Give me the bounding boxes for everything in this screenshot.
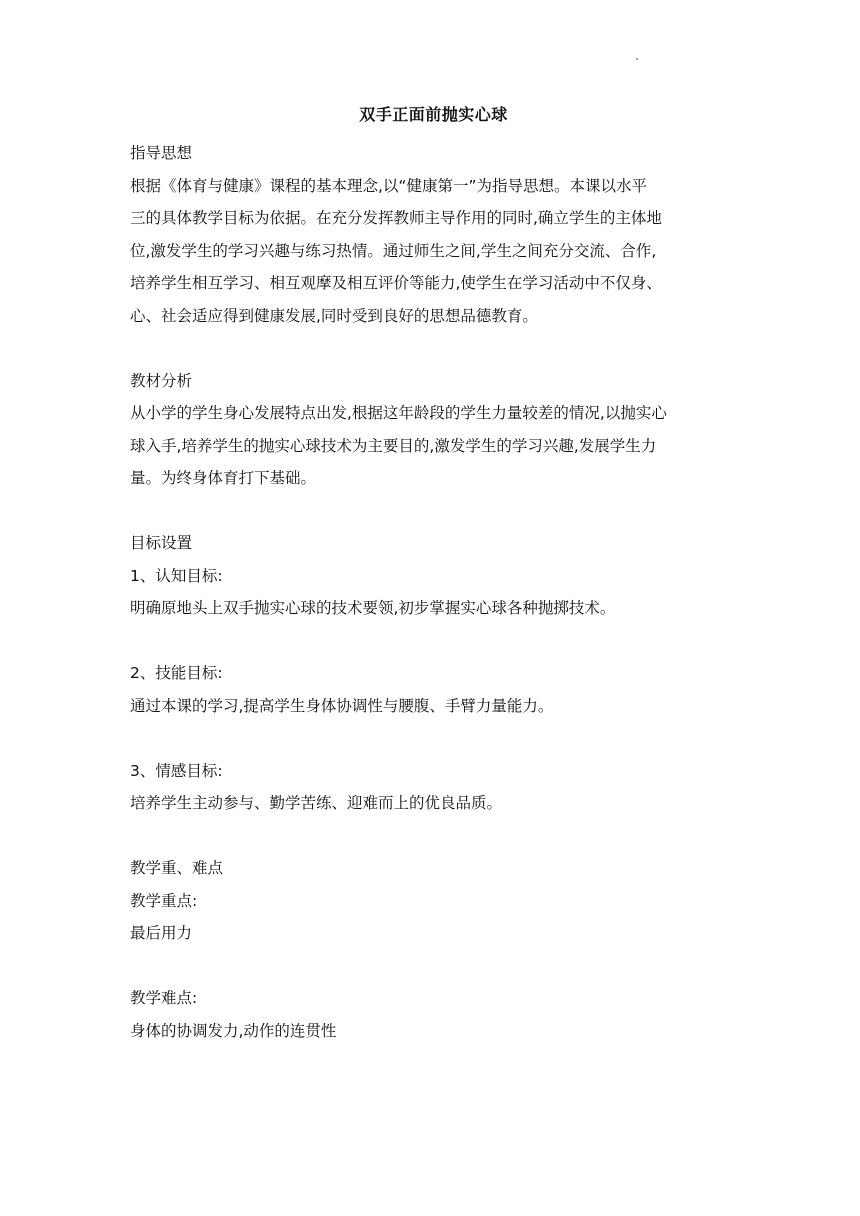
blank-line — [130, 332, 737, 365]
paragraph-material — [130, 397, 737, 495]
goal-cognitive-text: 明确原地头上双手抛实心球的技术要领,初步掌握实心球各种抛掷技术。 — [130, 599, 616, 617]
section-heading-guiding: 指导思想 — [130, 144, 193, 162]
blank-line — [130, 625, 737, 658]
goal-affective-text: 培养学生主动参与、勤学苦练、迎难而上的优良品质。 — [130, 794, 503, 812]
document-title: 双手正面前抛实心球 — [359, 105, 508, 124]
goal-affective-label: 3、情感目标: — [130, 761, 223, 780]
focus-text: 最后用力 — [130, 924, 193, 942]
blank-line — [130, 722, 737, 755]
corner-mark — [636, 58, 638, 60]
section-heading-key-points: 教学重、难点 — [130, 859, 224, 877]
difficulty-text: 身体的协调发力,动作的连贯性 — [130, 1021, 337, 1040]
text-line: 球入手,培养学生的抛实心球技术为主要目的,激发学生的学习兴趣,发展学生力 — [130, 436, 657, 455]
focus-label: 教学重点: — [130, 891, 198, 910]
blank-line — [130, 495, 737, 528]
blank-line — [130, 950, 737, 983]
goal-skill-label: 2、技能目标: — [130, 664, 223, 682]
text-line: 位,激发学生的学习兴趣与练习热情。通过师生之间,学生之间充分交流、合作, — [130, 241, 657, 260]
blank-line — [130, 820, 737, 853]
text-line: 从小学的学生身心发展特点出发,根据这年龄段的学生力量较差的情况,以抛实心 — [130, 404, 667, 422]
section-heading-material: 教材分析 — [130, 371, 193, 390]
text-line: 培养学生相互学习、相互观摩及相互评价等能力,使学生在学习活动中不仅身、 — [130, 274, 662, 292]
paragraph-guiding — [130, 170, 737, 333]
text-line: 量。为终身体育打下基础。 — [130, 469, 317, 487]
text-line: 根据《体育与健康》课程的基本理念,以“健康第一”为指导思想。本课以水平 — [130, 176, 647, 195]
difficulty-label: 教学难点: — [130, 989, 198, 1007]
text-line: 三的具体教学目标为依据。在充分发挥教师主导作用的同时,确立学生的主体地 — [130, 209, 662, 227]
document-body — [130, 137, 737, 1047]
section-heading-goals: 目标设置 — [130, 534, 193, 552]
text-line: 心、社会适应得到健康发展,同时受到良好的思想品德教育。 — [130, 306, 538, 325]
goal-cognitive-label: 1、认知目标: — [130, 566, 223, 585]
goal-skill-text: 通过本课的学习,提高学生身体协调性与腰腹、手臂力量能力。 — [130, 696, 554, 715]
